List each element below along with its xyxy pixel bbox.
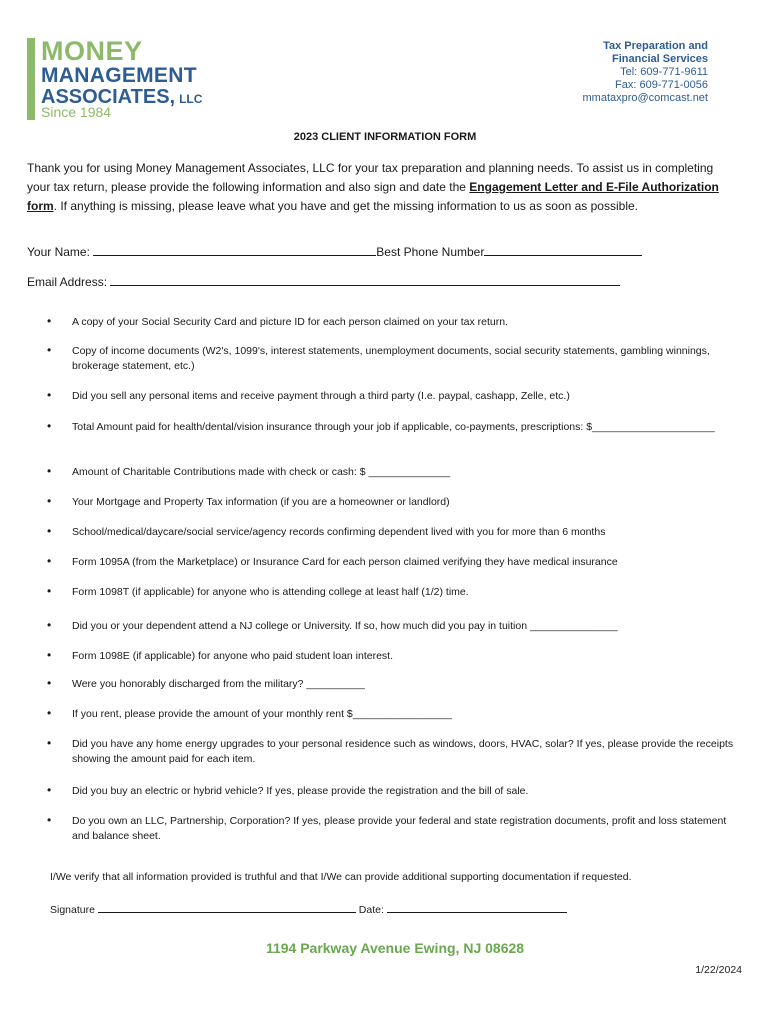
email-input-line[interactable] — [110, 273, 620, 286]
checklist-text: Form 1098T (if applicable) for anyone who is attending college at least half (1/2) time. — [72, 586, 469, 598]
bullet-icon: • — [47, 464, 52, 478]
logo-line-management: MANAGEMENT — [41, 64, 197, 87]
checklist-text: Your Mortgage and Property Tax information (if you are a homeowner or landlord) — [72, 496, 450, 508]
verification-statement: I/We verify that all information provided is truthful and that I/We can provide additional supporting documentation if requested. — [50, 871, 632, 883]
checklist-text: Do you own an LLC, Partnership, Corporation? If yes, please provide your federal and state registration documents, profit and loss statement and balance sheet. — [72, 815, 727, 842]
bullet-icon: • — [47, 648, 52, 662]
intro-text-1: Thank you for using Money Management Associates, LLC for your tax preparation and planning needs. To assist us in completing your tax return, please provide the following information and also sign and date the — [27, 161, 714, 194]
bullet-icon: • — [47, 524, 52, 538]
checklist-text: A copy of your Social Security Card and picture ID for each person claimed on your tax return. — [72, 316, 508, 328]
email-label: Email Address: — [27, 275, 108, 289]
logo-associates-text: ASSOCIATES, — [41, 86, 176, 108]
bullet-icon: • — [47, 813, 52, 827]
logo-accent-bar — [27, 38, 35, 120]
bullet-icon: • — [47, 343, 52, 357]
checklist-text: If you rent, please provide the amount of your monthly rent $_________________ — [72, 708, 453, 720]
date-label: Date: — [358, 904, 384, 916]
checklist-text: Were you honorably discharged from the military? __________ — [72, 678, 365, 690]
checklist-text: Did you sell any personal items and receive payment through a third party (I.e. paypal, cashapp, Zelle, etc.) — [72, 390, 570, 402]
checklist-text: Form 1095A (from the Marketplace) or Insurance Card for each person claimed verifying they have medical insurance — [72, 556, 618, 568]
bullet-icon: • — [47, 419, 52, 433]
name-label: Your Name: — [27, 245, 90, 259]
phone-input-line[interactable] — [484, 243, 642, 256]
checklist-text: School/medical/daycare/social service/agency records confirming dependent lived with you for more than 6 months — [72, 526, 606, 538]
date-input-line[interactable] — [387, 900, 567, 913]
logo-line-money: MONEY — [41, 36, 143, 66]
logo-llc-text: LLC — [179, 92, 203, 106]
contact-email: mmataxpro@comcast.net — [582, 92, 708, 104]
bullet-icon: • — [47, 554, 52, 568]
checklist-text: Did you or your dependent attend a NJ college or University. If so, how much did you pay in tuition _______________ — [72, 620, 618, 632]
name-phone-row — [27, 243, 642, 259]
contact-block — [583, 40, 709, 105]
intro-text-2: . If anything is missing, please leave what you have and get the missing information to us as soon as possible. — [53, 199, 638, 213]
signature-row — [50, 900, 567, 916]
document-date: 1/22/2024 — [695, 964, 742, 976]
contact-services-line1: Tax Preparation and — [603, 40, 708, 52]
bullet-icon: • — [47, 618, 52, 632]
bullet-icon: • — [47, 676, 52, 690]
intro-paragraph — [27, 159, 737, 216]
checklist-text: Amount of Charitable Contributions made with check or cash: $ ______________ — [72, 466, 451, 478]
form-title: 2023 CLIENT INFORMATION FORM — [293, 131, 477, 143]
checklist-text: Did you have any home energy upgrades to your personal residence such as windows, doors, HVAC, solar? If yes, please provide the receipts showing the amount paid for each item. — [72, 738, 734, 765]
bullet-icon: • — [47, 494, 52, 508]
bullet-icon: • — [47, 706, 52, 720]
company-logo — [27, 38, 247, 122]
bullet-icon: • — [47, 736, 52, 750]
signature-label: Signature — [50, 904, 95, 916]
checklist-text: Did you buy an electric or hybrid vehicle? If yes, please provide the registration and the bill of sale. — [72, 785, 529, 797]
logo-since-text: Since 1984 — [41, 104, 112, 120]
bullet-icon: • — [47, 584, 52, 598]
checklist-text: Form 1098E (if applicable) for anyone who paid student loan interest. — [72, 650, 394, 662]
intro-bold-link: Engagement Letter and E-File Authorization form — [27, 180, 719, 213]
email-row — [27, 273, 620, 289]
signature-input-line[interactable] — [98, 900, 356, 913]
contact-services-line2: Financial Services — [612, 53, 708, 65]
phone-label: Best Phone Number — [376, 245, 485, 259]
checklist-text: Total Amount paid for health/dental/vision insurance through your job if applicable, co-payments, prescriptions: $_____________________ — [72, 421, 715, 433]
bullet-icon: • — [47, 388, 52, 402]
name-input-line[interactable] — [93, 243, 376, 256]
checklist-text: Copy of income documents (W2's, 1099's, interest statements, unemployment documents, social security statements, gambling winnings, brokerage statement, etc.) — [72, 345, 710, 372]
contact-fax: Fax: 609-771-0056 — [615, 79, 708, 91]
contact-tel: Tel: 609-771-9611 — [620, 66, 708, 78]
office-address: 1194 Parkway Avenue Ewing, NJ 08628 — [265, 940, 525, 956]
bullet-icon: • — [47, 314, 52, 328]
bullet-icon: • — [47, 783, 52, 797]
